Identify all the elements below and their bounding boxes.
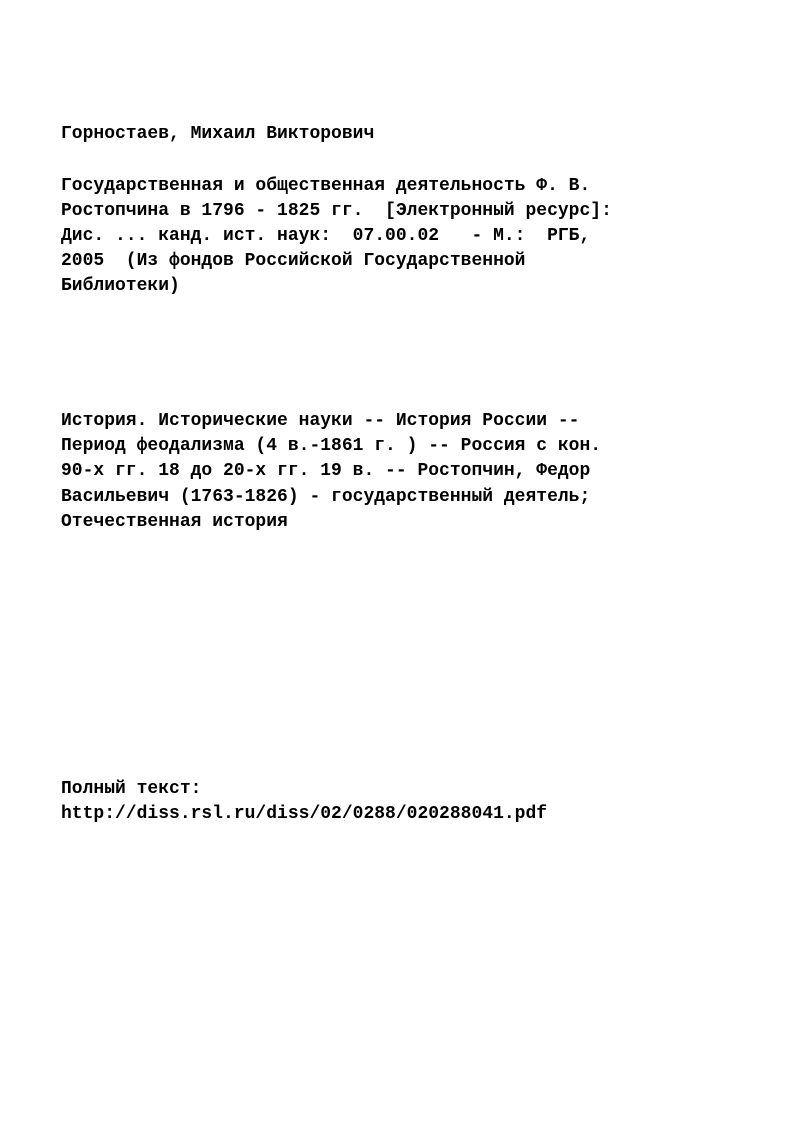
author-name: Горностаев, Михаил Викторович bbox=[61, 124, 375, 144]
subject-line: 90-х гг. 18 до 20-х гг. 19 в. -- Ростопчин, Федор bbox=[61, 461, 591, 481]
subject-line: Васильевич (1763-1826) - государственный деятель; bbox=[61, 487, 591, 507]
fulltext-link[interactable]: http://diss.rsl.ru/diss/02/0288/020288041.pdf bbox=[61, 804, 548, 824]
subject-line: История. Исторические науки -- История России -- bbox=[61, 411, 580, 431]
title-line: Государственная и общественная деятельность Ф. В. bbox=[61, 176, 591, 196]
fulltext-label: Полный текст: bbox=[61, 779, 202, 799]
subject-line: Отечественная история bbox=[61, 512, 288, 532]
title-line: Дис. ... канд. ист. наук: 07.00.02 - М.: РГБ, bbox=[61, 226, 591, 246]
title-line: Ростопчина в 1796 - 1825 гг. [Электронный ресурс]: bbox=[61, 201, 612, 221]
title-line: Библиотеки) bbox=[61, 276, 180, 296]
subject-line: Период феодализма (4 в.-1861 г. ) -- Россия с кон. bbox=[61, 436, 602, 456]
title-line: 2005 (Из фондов Российской Государственной bbox=[61, 251, 526, 271]
